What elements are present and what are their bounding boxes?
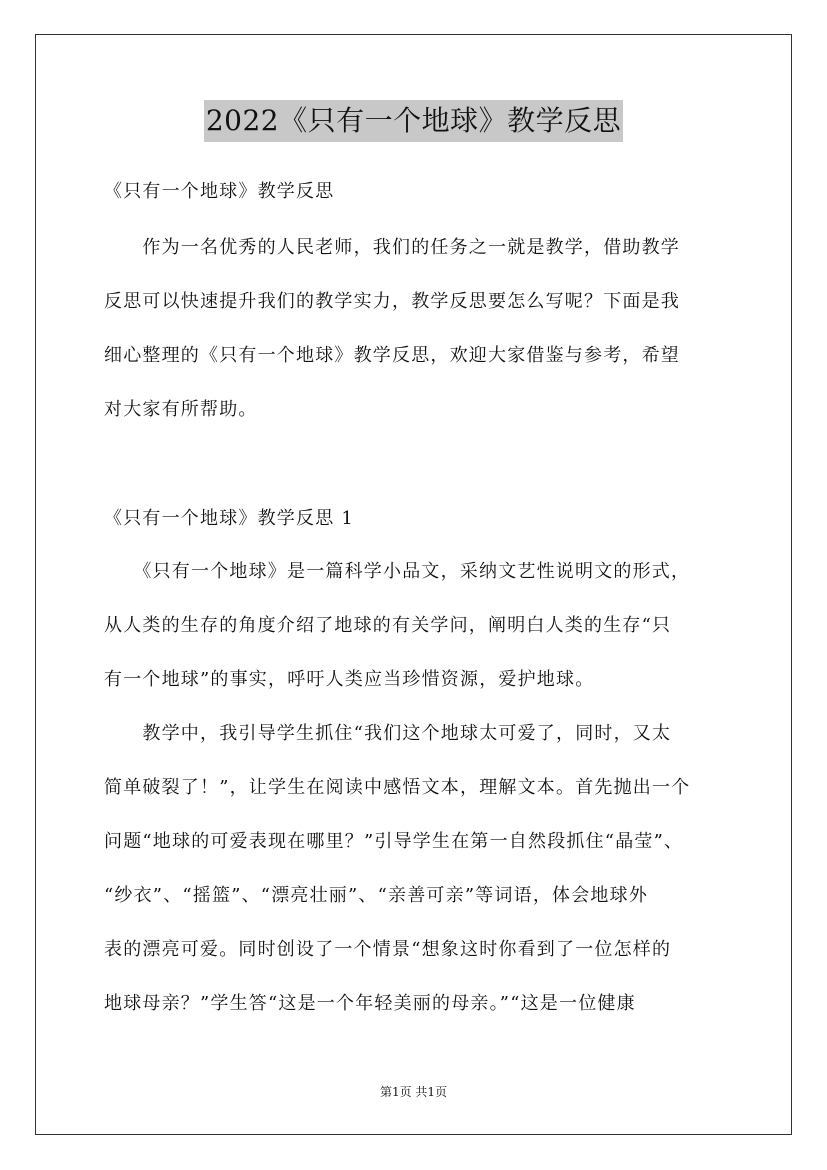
body-line: 地球母亲？”学生答“这是一个年轻美丽的母亲。”“这是一位健康 xyxy=(104,993,636,1014)
body-line: 《只有一个地球》是一篇科学小品文，采纳文艺性说明文的形式， xyxy=(104,561,691,582)
intro-line: 细心整理的《只有一个地球》教学反思，欢迎大家借鉴与参考，希望 xyxy=(104,345,680,366)
document-title: 2022《只有一个地球》教学反思 xyxy=(204,100,623,142)
section-heading: 《只有一个地球》教学反思 1 xyxy=(104,508,354,529)
intro-line: 对大家有所帮助。 xyxy=(104,399,258,420)
subtitle: 《只有一个地球》教学反思 xyxy=(104,181,335,202)
body-line: 教学中，我引导学生抓住“我们这个地球太可爱了，同时，又太 xyxy=(104,723,672,744)
body-line: 简单破裂了！”，让学生在阅读中感悟文本，理解文本。首先抛出一个 xyxy=(104,777,691,798)
body-line: 有一个地球”的事实，呼吁人类应当珍惜资源，爱护地球。 xyxy=(104,669,595,690)
body-line: 问题“地球的可爱表现在哪里？”引导学生在第一自然段抓住“晶莹”、 xyxy=(104,831,684,852)
body-line: “纱衣”、“摇篮”、“漂亮壮丽”、“亲善可亲”等词语，体会地球外 xyxy=(104,885,649,906)
body-line: 从人类的生存的角度介绍了地球的有关学问，阐明白人类的生存“只 xyxy=(104,615,672,636)
intro-line: 反思可以快速提升我们的教学实力，教学反思要怎么写呢？下面是我 xyxy=(104,291,680,312)
body-line: 表的漂亮可爱。同时创设了一个情景“想象这时你看到了一位怎样的 xyxy=(104,939,672,960)
page-footer: 第1页 共1页 xyxy=(379,1085,448,1099)
title-container xyxy=(0,100,827,142)
intro-line: 作为一名优秀的人民老师，我们的任务之一就是教学，借助教学 xyxy=(104,237,680,258)
